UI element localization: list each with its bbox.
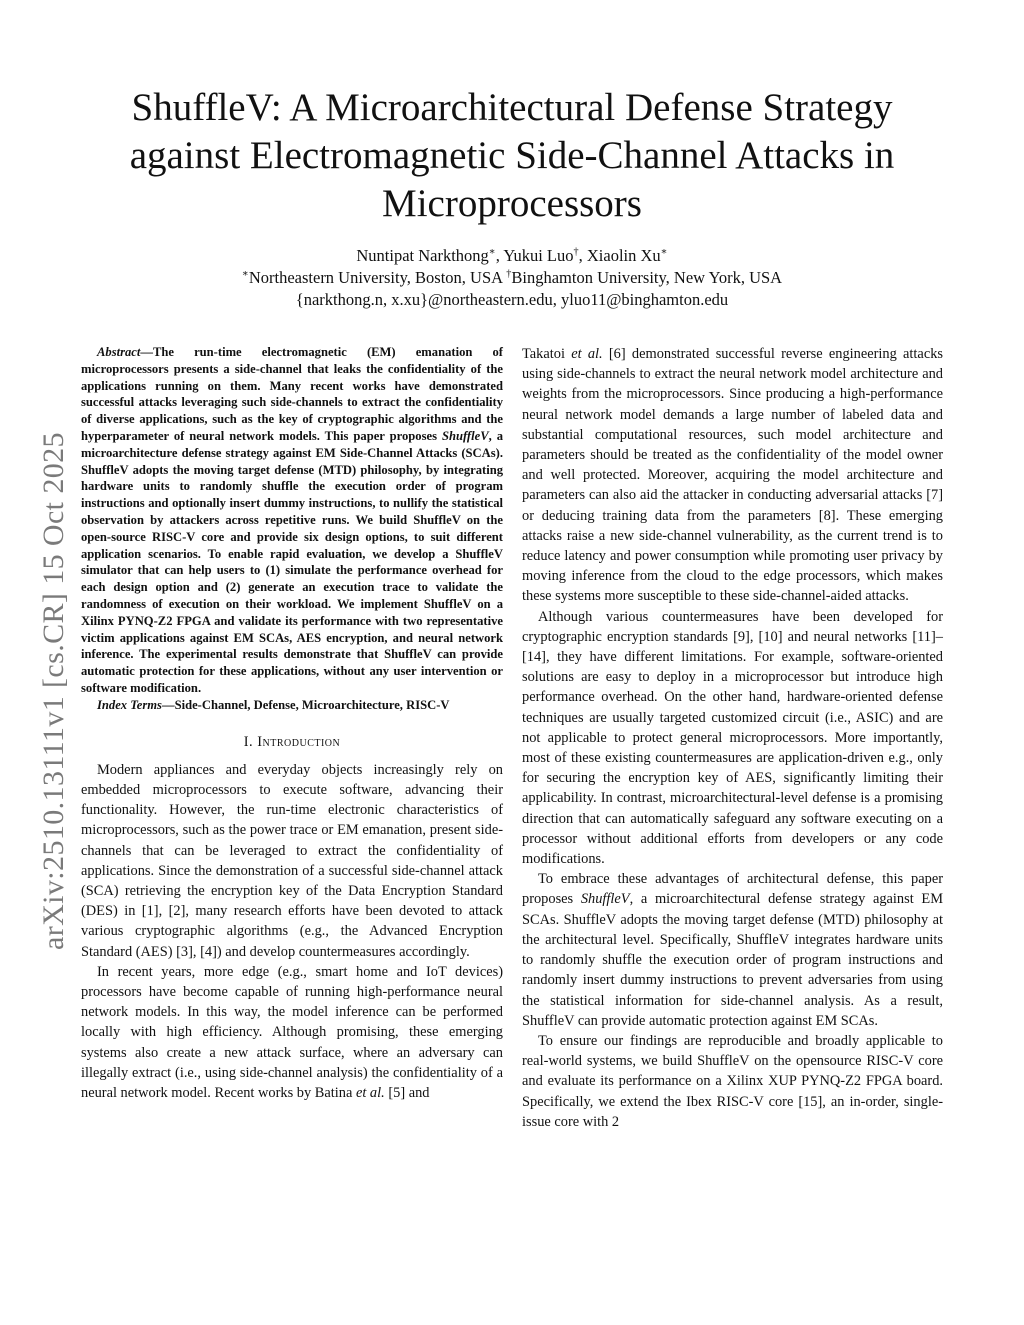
abstract-text: , a microarchitecture defense strategy against EM Side-Channel Attacks (SCAs). ShuffleV adopts the moving target defense (MTD) philosophy, by integrating hardware units to randomly shuffle the execution order of program instructions and optionally insert dummy instructions, to nullify the statistical observation by attackers across repetitive runs. We build ShuffleV on the open-source RISC-V core and provide six design options, to suit different application scenarios. To enable rapid evaluation, we develop a ShuffleV simulator that can help users to (1) simulate the performance overhead for each design option and (2) generate an execution trace to validate the randomness of execution on their workload. We implement ShuffleV on a Xilinx PYNQ-Z2 FPGA and validate its performance with two representative victim applications against EM SCAs, AES encryption, and neural network inference. The experimental results demonstrate that ShuffleV can provide automatic protection for these applications, without any user intervention or software modification. (81, 428, 504, 695)
arxiv-id: arXiv:2510.13111v1 [cs.CR] 15 Oct 2025 (37, 432, 70, 950)
paragraph-text: In recent years, more edge (e.g., smart home and IoT devices) processors have become capable of running high-performance neural network models. In this way, the model inference can be performed locally with high efficiency. Although promising, these emerging systems also create a new attack surface, where an adversary can illegally extract (i.e., using side-channel analysis) the confidentiality of a neural network model. Recent works by Batina (81, 963, 503, 1101)
paragraph-text: [6] demonstrated successful reverse engineering attacks using side-channels to extract the neural network model architecture and weights from the microprocessors. Since producing a high-performance neural network model demands a large number of labeled data and substantial computational resources, such model architecture and parameters should be treated as the confidentiality of the model owner and well protected. Moreover, acquiring the model architecture and parameters can also aid the attacker in conducting adversarial attacks [7] or deducing training data from the parameters [8]. These emerging attacks raise a new side-channel vulnerability, as the current trend is to reduce latency and power consumption while promoting user privacy by moving inference from the cloud to the edge processors, which makes these systems more susceptible to these side-channel-aided attacks. (522, 346, 943, 605)
paragraph (81, 962, 503, 1103)
etal: et al. (571, 346, 603, 362)
author-name: Nuntipat Narkthong (356, 246, 489, 265)
paper-title: ShuffleV: A Microarchitectural Defense Strategy against Electromagnetic Side-Channel Attacks in Microprocessors (129, 86, 895, 225)
section-title: Introduction (257, 733, 341, 750)
paragraph-text: Takatoi (522, 346, 572, 362)
abstract-label: Abstract (97, 345, 141, 359)
author-emails: {narkthong.n, x.xu}@northeastern.edu, yluo11@binghamton.edu (295, 290, 729, 309)
paper-name: ShuffleV (580, 891, 630, 908)
paragraph: To ensure our findings are reproducible and broadly applicable to real-world systems, we build ShuffleV on the opensource RISC-V core and evaluate its performance on a Xilinx XUP PYNQ-Z2 FPGA board. Specifically, we extend the Ibex RISC-V core [15], an in-order, single-issue core with 2 (522, 1032, 943, 1130)
paragraph-text: To embrace these advantages of architectural defense, this paper proposes (522, 871, 943, 908)
paragraph (522, 869, 943, 1031)
paragraph (522, 344, 943, 607)
paragraph: Although various countermeasures have been developed for cryptographic encryption standards [9], [10] and neural networks [11]–[14], they have different limitations. For example, software-oriented solutions are easy to deploy in a microprocessor but introduce high performance overhead. On the other hand, hardware-oriented defense techniques are usually targeted customized circuit (i.e., ASIC) and are not applicable to protect general microprocessors. More importantly, most of these existing countermeasures are application-driven e.g., only for securing the encryption key of AES, significantly limiting their applicability. In contrast, microarchitectural-level defense is a promising direction that can automatically safeguard any software executing on a processor without additional efforts from developers or any code modifications. (522, 608, 943, 868)
affiliation-mark: † (506, 268, 512, 280)
author-mark: † (573, 246, 579, 258)
index-terms-label: Index Terms (97, 697, 162, 712)
abstract-text: —The run-time electromagnetic (EM) emanation of microprocessors presents a side-channel that leaks the confidentiality of the applications running on them. Many recent works have demonstrated successful attacks leveraging such side-channels to extract the confidentiality of diverse applications, such as the key of cryptographic algorithms and the hyperparameter of neural network models. This paper proposes (81, 345, 503, 443)
section-heading (81, 732, 503, 752)
index-terms-text: —Side-Channel, Defense, Microarchitecture, RISC-V (161, 697, 450, 712)
abstract (81, 344, 503, 697)
paragraph-text: , a microarchitectural defense strategy against EM SCAs. ShuffleV adopts the moving target defense (MTD) philosophy at the architectural level. Specifically, ShuffleV integrates hardware units to randomly shuffle the execution order of program instructions and randomly insert dummy instructions to prevent adversaries from using the statistical information for side-channel analysis. As a result, ShuffleV can provide automatic protection against EM SCAs. (522, 891, 943, 1029)
abstract-name: ShuffleV (441, 428, 489, 443)
paragraph: Modern appliances and everyday objects increasingly rely on embedded microprocessors to execute software, advancing their functionality. However, the run-time electronic characteristics of microprocessors, such as the power trace or EM emanation, present side-channels that can be leveraged to extract the confidentiality of applications. Since the demonstration of a successful side-channel attack (SCA) retrieving the encryption key of the Data Encryption Standard (DES) in [1], [2], many research efforts have been devoted to attack various cryptographic algorithms (e.g., the Advanced Encryption Standard (AES) [3], [4]) and develop countermeasures accordingly. (81, 761, 503, 960)
author-affiliations (90, 267, 934, 289)
paragraph-text: [5] and (384, 1084, 430, 1101)
author-mark: ∗ (488, 246, 496, 258)
author-name: Yukui Luo (503, 246, 574, 265)
affiliation-mark: ∗ (241, 268, 249, 280)
left-column (81, 344, 503, 1103)
author-mark: ∗ (660, 246, 668, 258)
section-number: I. (243, 733, 254, 750)
affiliation: Northeastern University, Boston, USA (248, 268, 503, 287)
author-name: Xiaolin Xu (586, 246, 661, 265)
author-names: Nuntipat Narkthong∗, Yukui Luo†, Xiaolin Xu∗ (356, 246, 668, 265)
affiliation: Binghamton University, New York, USA (511, 268, 783, 287)
etal: et al. (355, 1084, 385, 1101)
author-block (90, 245, 934, 311)
right-column (522, 344, 943, 1132)
index-terms (81, 697, 503, 714)
